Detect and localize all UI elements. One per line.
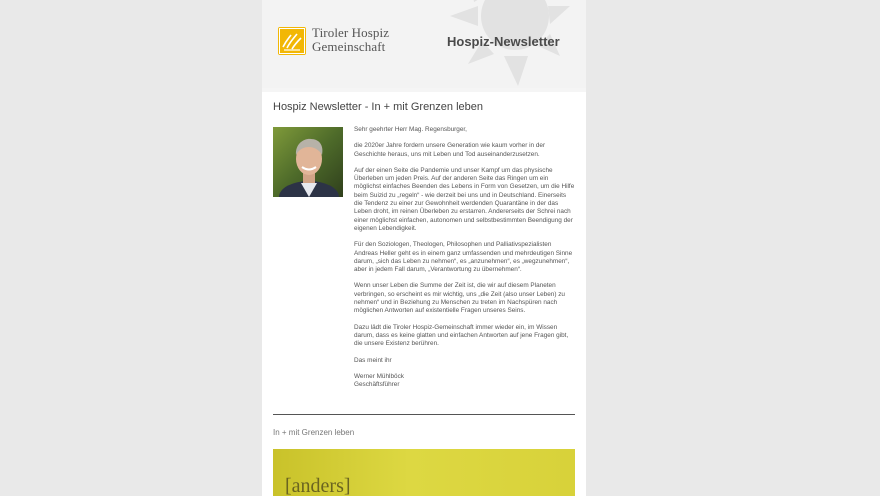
section-label: In + mit Grenzen leben — [273, 428, 355, 437]
logo-text-line2: Gemeinschaft — [312, 39, 386, 54]
letter-paragraph: die 2020er Jahre fordern unsere Generation wie kaum vorher in der Geschichte heraus, uns mit Leben und Tod auseinanderzusetzen. — [354, 142, 546, 158]
newsletter-title: Hospiz-Newsletter — [447, 34, 560, 49]
letter-paragraph: Für den Soziologen, Theologen, Philosophen und Palliativspezialisten Andreas Heller geht es in einem ganz umfassenden und mehrdeutigen Sinne darum, „sich das Leben zu nehmen“, es „anzunehmen“, es „wegzunehmen“, aber in jedem Fall darum, „Verantwortung zu übernehmen“. — [354, 241, 573, 274]
letter-closing: Das meint ihr — [354, 356, 392, 364]
hospiz-logo-icon — [278, 27, 306, 55]
signature-name: Werner Mühlböck — [354, 372, 404, 380]
newsletter-headline: Hospiz Newsletter - In + mit Grenzen leben — [273, 101, 484, 113]
letter-paragraph: Dazu lädt die Tiroler Hospiz-Gemeinschaft immer wieder ein, im Wissen darum, dass es keine glatten und einfachen Antworten auf jene Fragen gibt, die unsere Existenz berühren. — [354, 323, 569, 348]
letter-paragraph: Wenn unser Leben die Summe der Zeit ist, die wir auf diesem Planeten verbringen, so erscheint es mir wichtig, uns „die Zeit (also unser Leben) zu nehmen“ und in Beziehung zu Menschen zu treten im Nachspüren nach möglichen Antworten auf existentielle Fragen unseres Seins. — [354, 282, 565, 315]
letter-greeting: Sehr geehrter Herr Mag. Regensburger, — [354, 126, 467, 133]
header-separator — [262, 88, 586, 92]
author-photo — [273, 127, 343, 197]
newsletter-header — [262, 0, 586, 88]
letter-paragraph: Auf der einen Seite die Pandemie und unser Kampf um das physische Überleben um jeden Preis. Auf der anderen Seite das Ringen um ein möglichst einfaches Beenden des Lebens in Form von Gesetzen, um die Hilfe beim Suizid zu „regeln“ - wie derzeit bei uns und in Deutschland. Einerseits die Tendenz zu einer zur Gewohnheit werdenden Quarantäne in der das Leben droht, im reinen Überleben zu erstarren. Andererseits der Schrei nach einer möglichst einfachen, autonomen und selbstbestimmten Beendigung der eigenen Lebendigkeit. — [354, 166, 575, 232]
letter-body — [354, 126, 576, 389]
logo-text-line1: Tiroler Hospiz — [312, 25, 390, 40]
feature-banner-image[interactable] — [273, 449, 575, 496]
banner-text: [anders] — [285, 475, 351, 496]
signature-role: Geschäftsführer — [354, 381, 400, 389]
newsletter-sheet — [262, 0, 586, 496]
logo[interactable] — [278, 25, 398, 61]
section-divider — [273, 414, 575, 415]
